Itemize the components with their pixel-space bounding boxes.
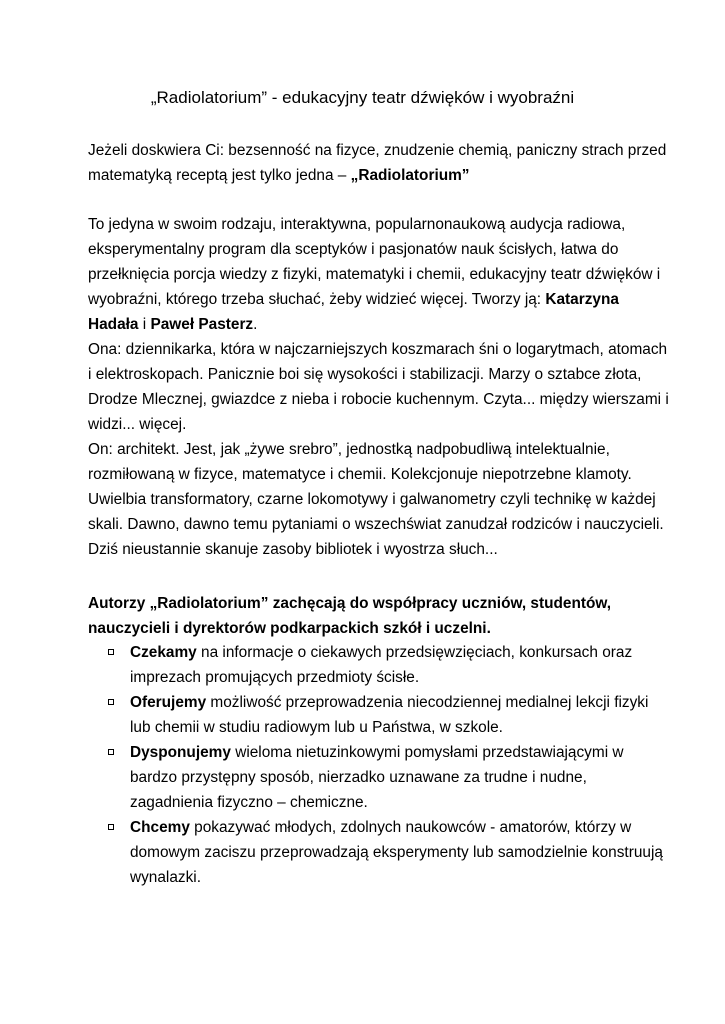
intro-highlight: „Radiolatorium”	[350, 167, 470, 184]
list-item	[105, 640, 650, 690]
offer-list	[105, 640, 663, 890]
item-line	[130, 640, 650, 665]
description-line: On: architekt. Jest, jak „żywe srebro”, jednostką nadpobudliwą intelektualnie,	[88, 441, 610, 458]
item-keyword: Czekamy	[130, 644, 197, 661]
item-line	[130, 740, 650, 765]
description-text: .	[253, 316, 258, 333]
document-title: „Radiolatorium” - edukacyjny teatr dźwięków i wyobraźni	[150, 88, 575, 107]
description-line: i elektroskopach. Panicznie boi się wysokości i stabilizacji. Marzy o sztabce złota,	[88, 366, 642, 383]
item-keyword: Chcemy	[130, 819, 190, 836]
description-line: przełknięcia porcja wiedzy z fizyki, matematyki i chemii, edukacyjny teatr dźwięków i	[88, 266, 661, 283]
description-line	[88, 287, 648, 312]
list-item	[105, 690, 650, 740]
description-line: Uwielbia transformatory, czarne lokomotywy i galwanometry czyli technikę w każdej	[88, 491, 656, 508]
square-bullet-icon	[108, 649, 114, 655]
item-line: lub chemii w studiu radiowym lub u Państwa, w szkole.	[130, 719, 503, 736]
cooperation-line: Autorzy „Radiolatorium” zachęcają do współpracy uczniów, studentów,	[88, 595, 612, 612]
intro-line: Jeżeli doskwiera Ci: bezsenność na fizyce, znudzenie chemią, paniczny strach przed	[88, 142, 667, 159]
author-name: Paweł Pasterz	[150, 316, 254, 333]
item-text: na informacje o ciekawych przedsięwzięciach, konkursach oraz	[196, 644, 633, 661]
square-bullet-icon	[108, 749, 114, 755]
description-text: i	[138, 316, 151, 333]
description-paragraph	[88, 212, 669, 562]
description-line: rozmiłowaną w fizyce, matematyce i chemii. Kolekcjonuje niepotrzebne klamoty.	[88, 466, 632, 483]
list-item	[105, 740, 650, 815]
description-text: wyobraźni, którego trzeba słuchać, żeby widzieć więcej. Tworzy ją:	[88, 291, 546, 308]
description-line: Drodze Mlecznej, gwiazdce z nieba i robocie kuchennym. Czyta... między wierszami i	[88, 391, 669, 408]
item-line: bardzo przystępny sposób, nierzadko uznawane za trudne i nudne,	[130, 769, 587, 786]
cooperation-heading	[88, 591, 648, 641]
description-line: skali. Dawno, dawno temu pytaniami o wszechświat zanudzał rodziców i nauczycieli.	[88, 516, 664, 533]
intro-paragraph	[88, 138, 667, 188]
description-line: Dziś nieustannie skanuje zasoby bibliotek i wyostrza słuch...	[88, 541, 498, 558]
intro-text: matematyką receptą jest tylko jedna –	[88, 167, 351, 184]
author-name: Hadała	[88, 316, 139, 333]
item-keyword: Oferujemy	[130, 694, 207, 711]
intro-line	[88, 163, 648, 188]
item-text: możliwość przeprowadzenia niecodziennej medialnej lekcji fizyki	[206, 694, 649, 711]
item-line	[130, 815, 650, 840]
item-line: imprezach promujących przedmioty ścisłe.	[130, 669, 420, 686]
author-name: Katarzyna	[545, 291, 619, 308]
item-text: wieloma nietuzinkowymi pomysłami przedstawiającymi w	[230, 744, 624, 761]
square-bullet-icon	[108, 824, 114, 830]
cooperation-line: nauczycieli i dyrektorów podkarpackich szkół i uczelni.	[88, 620, 491, 637]
description-line: eksperymentalny program dla sceptyków i pasjonatów nauk ścisłych, łatwa do	[88, 241, 619, 258]
item-line: wynalazki.	[130, 869, 201, 886]
description-line: To jedyna w swoim rodzaju, interaktywna, popularnonaukową audycja radiowa,	[88, 216, 626, 233]
item-line: zagadnienia fizyczno – chemiczne.	[130, 794, 368, 811]
description-line: Ona: dziennikarka, która w najczarniejszych koszmarach śni o logarytmach, atomach	[88, 341, 668, 358]
square-bullet-icon	[108, 699, 114, 705]
item-keyword: Dysponujemy	[130, 744, 231, 761]
item-line: domowym zaciszu przeprowadzają eksperymenty lub samodzielnie konstruują	[130, 844, 663, 861]
description-line: widzi... więcej.	[88, 416, 187, 433]
list-item	[105, 815, 663, 890]
item-text: pokazywać młodych, zdolnych naukowców - amatorów, którzy w	[189, 819, 632, 836]
description-line	[88, 312, 648, 337]
item-line	[130, 690, 650, 715]
